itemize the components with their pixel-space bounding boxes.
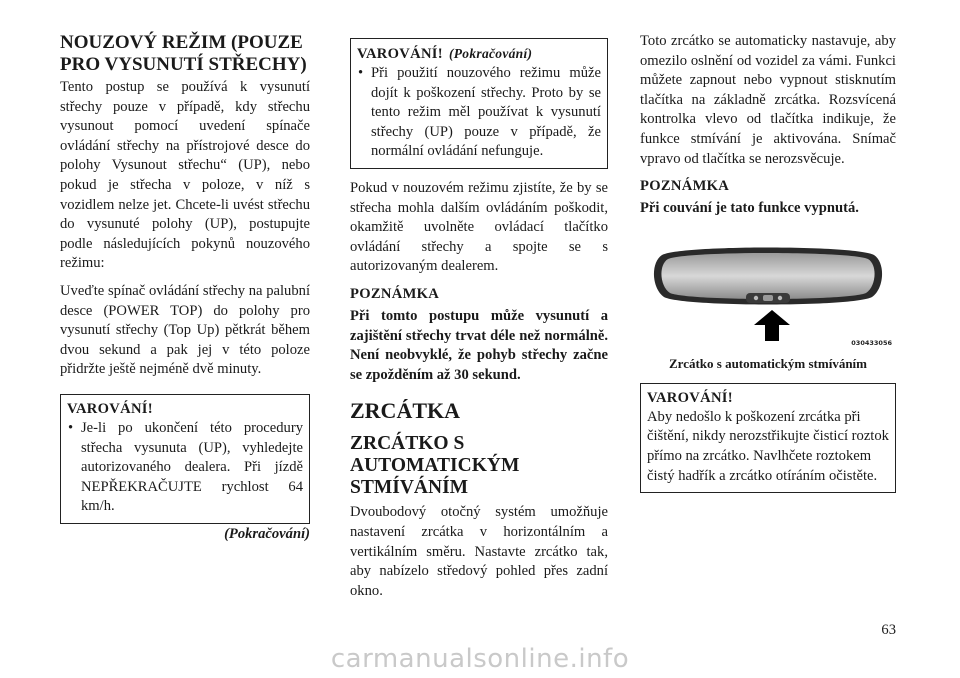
note-text-reverse: Při couvání je tato funkce vypnutá. <box>640 200 859 217</box>
page-number: 63 <box>881 622 896 638</box>
warning-box-cleaning <box>640 383 896 493</box>
note-title: POZNÁMKA <box>640 178 730 195</box>
warning-item: • Při použití nouzového režimu může dojít k poškození střechy. Proto by se tento režim měl používat k vysunutí střechy (UP) pouze v případě, že normální ovládání nefunguje. <box>357 64 601 162</box>
warning-box-speed <box>60 394 310 524</box>
mirror-figure <box>640 237 896 349</box>
section-heading-emergency-mode: NOUZOVÝ REŽIM (POUZE PRO VYSUNUTÍ STŘECHY) <box>60 32 307 75</box>
warning-title: VAROVÁNÍ! <box>67 400 153 417</box>
indicator-light-icon <box>754 296 758 300</box>
figure-caption: Zrcátko s automatickým stmíváním <box>668 355 867 371</box>
paragraph-auto-dim-function: Toto zrcátko se automaticky nastavuje, aby omezilo oslnění od vozidel za vámi. Funkci můžete zapnout nebo vypnout stisknutím tlačítka na základně zrcátka. Rozsvícená kontrolka vlevo od tlačítka indikuje, že funkce stmívání je aktivována. Snímač vpravo od tlačítka se nerozsvěcuje. <box>640 33 896 167</box>
warning-list <box>357 64 601 162</box>
warning-text-cleaning: Aby nedošlo k poškození zrcátka při čištění, nikdy nerozstřikujte čisticí roztok přímo na zrcátko. Navlhčete roztokem čistý hadřík a zrcátko otíráním očistěte. <box>647 408 889 484</box>
figure-code: 030433056 <box>851 338 892 347</box>
paragraph-emergency-steps: Uveďte spínač ovládání střechy na palubní desce (POWER TOP) do polohy pro vysunutí střechy (Top Up) pětkrát během dvou sekund a pak jej v této poloze přidržte ještě nejméně dvě minuty. <box>60 282 310 378</box>
warning-item: • Je-li po ukončení této procedury střecha vysunuta (UP), vyhledejte autorizovaného dealera. Při jízdě NEPŘEKRAČUJTE rychlost 64 km/h. <box>67 419 303 517</box>
note-title: POZNÁMKA <box>350 285 440 302</box>
paragraph-damage-advice: Pokud v nouzovém režimu zjistíte, že by se střecha mohla dalším ovládáním poškodit, okamžitě uvolněte ovládací tlačítko ovládání střechy a spojte se s autorizovaným dealerem. <box>350 179 608 275</box>
sensor-icon <box>778 296 782 300</box>
warning-title-continued: VAROVÁNÍ! (Pokračování) <box>357 46 533 62</box>
warning-box-continued <box>350 38 608 169</box>
column-middle <box>350 32 608 601</box>
paragraph-mirror-adjust: Dvoubodový otočný systém umožňuje nastavení zrcátka v horizontálním a vertikálním směru. Nastavte zrcátko tak, aby nabízelo středový pohled přes zadní okno. <box>350 504 608 599</box>
warning-title: VAROVÁNÍ! <box>647 389 733 406</box>
section-heading-auto-dim-mirror: ZRCÁTKO S AUTOMATICKÝM STMÍVÁNÍM <box>350 433 520 499</box>
dimming-button-icon <box>763 295 773 301</box>
paragraph-emergency-intro: Tento postup se používá k vysunutí střechy pouze v případě, kdy střechu vysunout pomocí uvedení spínače ovládání střechy na přístrojové desce do polohy Vysunout střechu“ (UP), nebo pokud je střecha v poloze, v níž s vozidlem nelze jet. Chcete-li uvést střechu do vysunuté polohy (UP), postupujte podle následujících pokynů nouzového režimu: <box>60 79 310 272</box>
chapter-heading-mirrors: ZRCÁTKA <box>350 398 461 424</box>
watermark: carmanualsonline.info <box>330 644 630 674</box>
continued-label: (Pokračování) <box>224 525 310 542</box>
column-left <box>60 32 310 543</box>
warning-list <box>67 419 303 517</box>
rearview-mirror-illustration <box>640 237 896 349</box>
note-text-delay: Při tomto postupu může vysunutí a zajištění střechy trvat déle než normálně. Není neobvyklé, že pohyb střechy začne se zpožděním až 30 sekund. <box>350 307 608 383</box>
arrow-up-icon <box>754 310 790 341</box>
column-right <box>640 32 896 493</box>
